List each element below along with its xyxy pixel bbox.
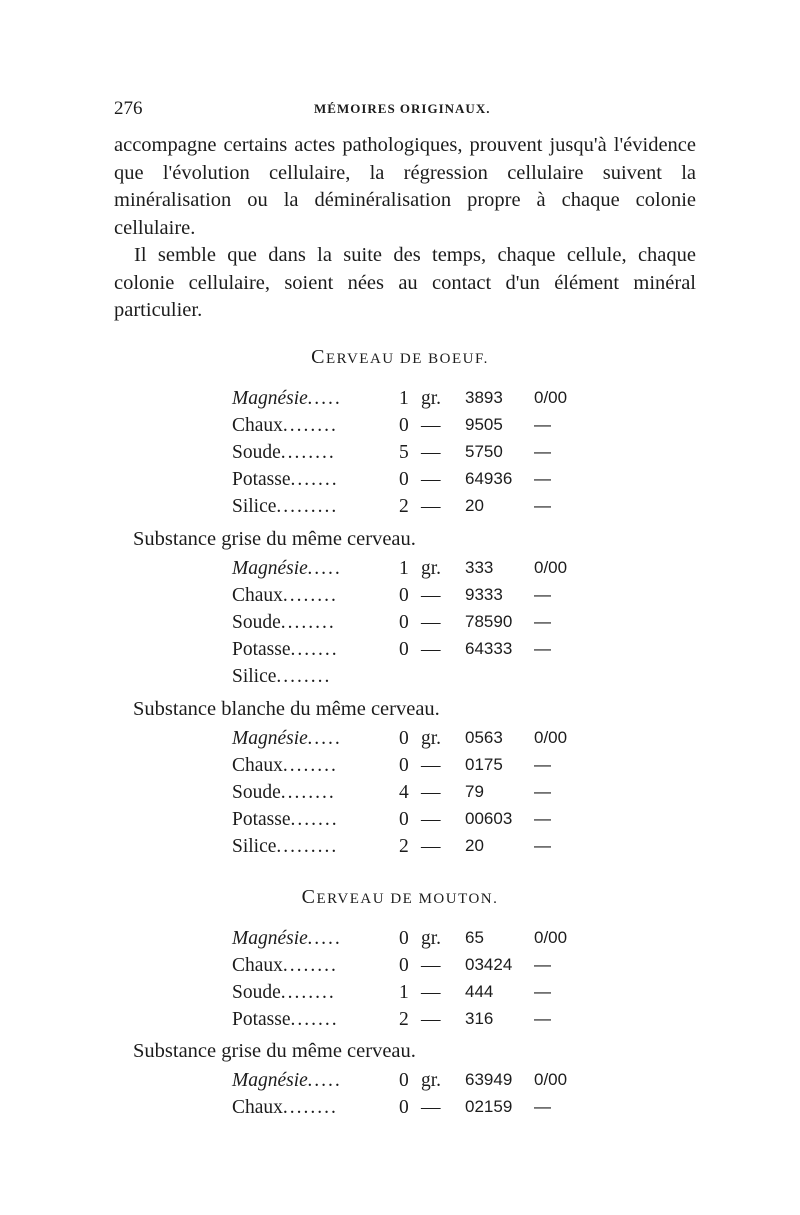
row-name: Magnésie.....	[232, 558, 343, 579]
row-int: 0	[399, 755, 409, 776]
row-dec: 65	[465, 928, 484, 947]
running-title: MÉMOIRES ORIGINAUX.	[314, 101, 491, 116]
row-int: 0	[399, 415, 409, 436]
row-int: 0	[399, 1097, 409, 1118]
row-dec: 5750	[465, 442, 503, 461]
row-dec: 64936	[465, 469, 513, 488]
row-rate: —	[534, 496, 551, 515]
row-rate: 0/00	[534, 388, 568, 407]
row-rate: 0/00	[534, 558, 568, 577]
row-unit: —	[421, 782, 441, 803]
row-name: Chaux........	[232, 955, 338, 976]
row-unit: —	[421, 639, 441, 660]
row-rate: —	[534, 1097, 551, 1116]
row-int: 1	[399, 982, 409, 1003]
row-dec: 79	[465, 782, 484, 801]
row-int: 0	[399, 955, 409, 976]
subsection-title: Substance blanche du même cerveau.	[133, 698, 440, 720]
row-unit: —	[421, 585, 441, 606]
row-name: Soude........	[232, 982, 336, 1003]
row-dec: 64333	[465, 639, 513, 658]
row-unit: gr.	[421, 928, 442, 949]
row-int: 0	[399, 639, 409, 660]
row-unit: gr.	[421, 1070, 442, 1091]
row-unit: gr.	[421, 388, 442, 409]
row-rate: —	[534, 639, 551, 658]
row-rate: 0/00	[534, 928, 568, 947]
row-dec: 9333	[465, 585, 503, 604]
row-dec: 63949	[465, 1070, 513, 1089]
row-unit: —	[421, 1097, 441, 1118]
row-name: Potasse.......	[232, 1009, 339, 1030]
row-name: Chaux........	[232, 415, 338, 436]
row-int: 0	[399, 469, 409, 490]
row-unit: —	[421, 955, 441, 976]
row-name: Potasse.......	[232, 469, 339, 490]
row-int: 5	[399, 442, 409, 463]
body-paragraph: accompagne certains actes pathologiques, prouvent jusqu'à l'évidence que l'évolution cellulaire, la régression cellulaire suivent la minéralisation ou la déminéralisation propre à chaque colonie cellulaire.	[114, 134, 696, 239]
row-unit: —	[421, 836, 441, 857]
row-rate: —	[534, 955, 551, 974]
row-dec: 3893	[465, 388, 503, 407]
row-rate: 0/00	[534, 1070, 568, 1089]
row-name: Magnésie.....	[232, 728, 343, 749]
row-int: 2	[399, 1009, 409, 1030]
row-unit: —	[421, 809, 441, 830]
row-unit: gr.	[421, 558, 442, 579]
row-int: 1	[399, 558, 409, 579]
section-title: CERVEAU DE MOUTON.	[301, 886, 499, 908]
section-title: CERVEAU DE BOEUF.	[311, 346, 489, 368]
row-name: Chaux........	[232, 585, 338, 606]
row-name: Soude........	[232, 782, 336, 803]
row-dec: 0563	[465, 728, 503, 747]
row-name: Potasse.......	[232, 809, 339, 830]
row-name: Potasse.......	[232, 639, 339, 660]
row-dec: 03424	[465, 955, 513, 974]
row-unit: —	[421, 982, 441, 1003]
row-int: 0	[399, 928, 409, 949]
row-unit: —	[421, 755, 441, 776]
row-dec: 00603	[465, 809, 513, 828]
row-int: 1	[399, 388, 409, 409]
row-rate: —	[534, 782, 551, 801]
row-name: Soude........	[232, 612, 336, 633]
body-paragraph: Il semble que dans la suite des temps, chaque cellule, chaque colonie cellulaire, soient nées au contact d'un élément minéral particulier.	[114, 244, 696, 321]
row-rate: —	[534, 982, 551, 1001]
row-unit: —	[421, 496, 441, 517]
row-dec: 444	[465, 982, 494, 1001]
row-rate: —	[534, 755, 551, 774]
row-name: Magnésie.....	[232, 928, 343, 949]
subsection-title: Substance grise du même cerveau.	[133, 528, 416, 550]
row-name: Magnésie.....	[232, 388, 343, 409]
row-int: 0	[399, 728, 409, 749]
row-dec: 9505	[465, 415, 503, 434]
row-int: 0	[399, 809, 409, 830]
row-name: Silice........	[232, 666, 332, 687]
row-dec: 333	[465, 558, 494, 577]
subsection-title: Substance grise du même cerveau.	[133, 1040, 416, 1062]
row-unit: —	[421, 442, 441, 463]
row-int: 2	[399, 836, 409, 857]
row-unit: —	[421, 1009, 441, 1030]
row-rate: —	[534, 612, 551, 631]
row-rate: —	[534, 585, 551, 604]
row-rate: —	[534, 1009, 551, 1028]
page-header	[114, 98, 694, 128]
row-int: 4	[399, 782, 409, 803]
page-number: 276	[114, 98, 143, 119]
row-unit: gr.	[421, 728, 442, 749]
row-name: Magnésie.....	[232, 1070, 343, 1091]
row-int: 0	[399, 585, 409, 606]
row-int: 2	[399, 496, 409, 517]
row-rate: —	[534, 415, 551, 434]
row-dec: 20	[465, 836, 484, 855]
row-rate: —	[534, 469, 551, 488]
row-name: Chaux........	[232, 755, 338, 776]
row-rate: —	[534, 836, 551, 855]
row-dec: 02159	[465, 1097, 513, 1116]
row-rate: 0/00	[534, 728, 568, 747]
row-rate: —	[534, 809, 551, 828]
row-unit: —	[421, 415, 441, 436]
row-int: 0	[399, 1070, 409, 1091]
row-dec: 316	[465, 1009, 494, 1028]
row-dec: 0175	[465, 755, 503, 774]
row-dec: 20	[465, 496, 484, 515]
row-name: Soude........	[232, 442, 336, 463]
row-name: Chaux........	[232, 1097, 338, 1118]
row-unit: —	[421, 612, 441, 633]
row-dec: 78590	[465, 612, 513, 631]
row-int: 0	[399, 612, 409, 633]
row-name: Silice.........	[232, 836, 339, 857]
row-unit: —	[421, 469, 441, 490]
row-name: Silice.........	[232, 496, 339, 517]
row-rate: —	[534, 442, 551, 461]
